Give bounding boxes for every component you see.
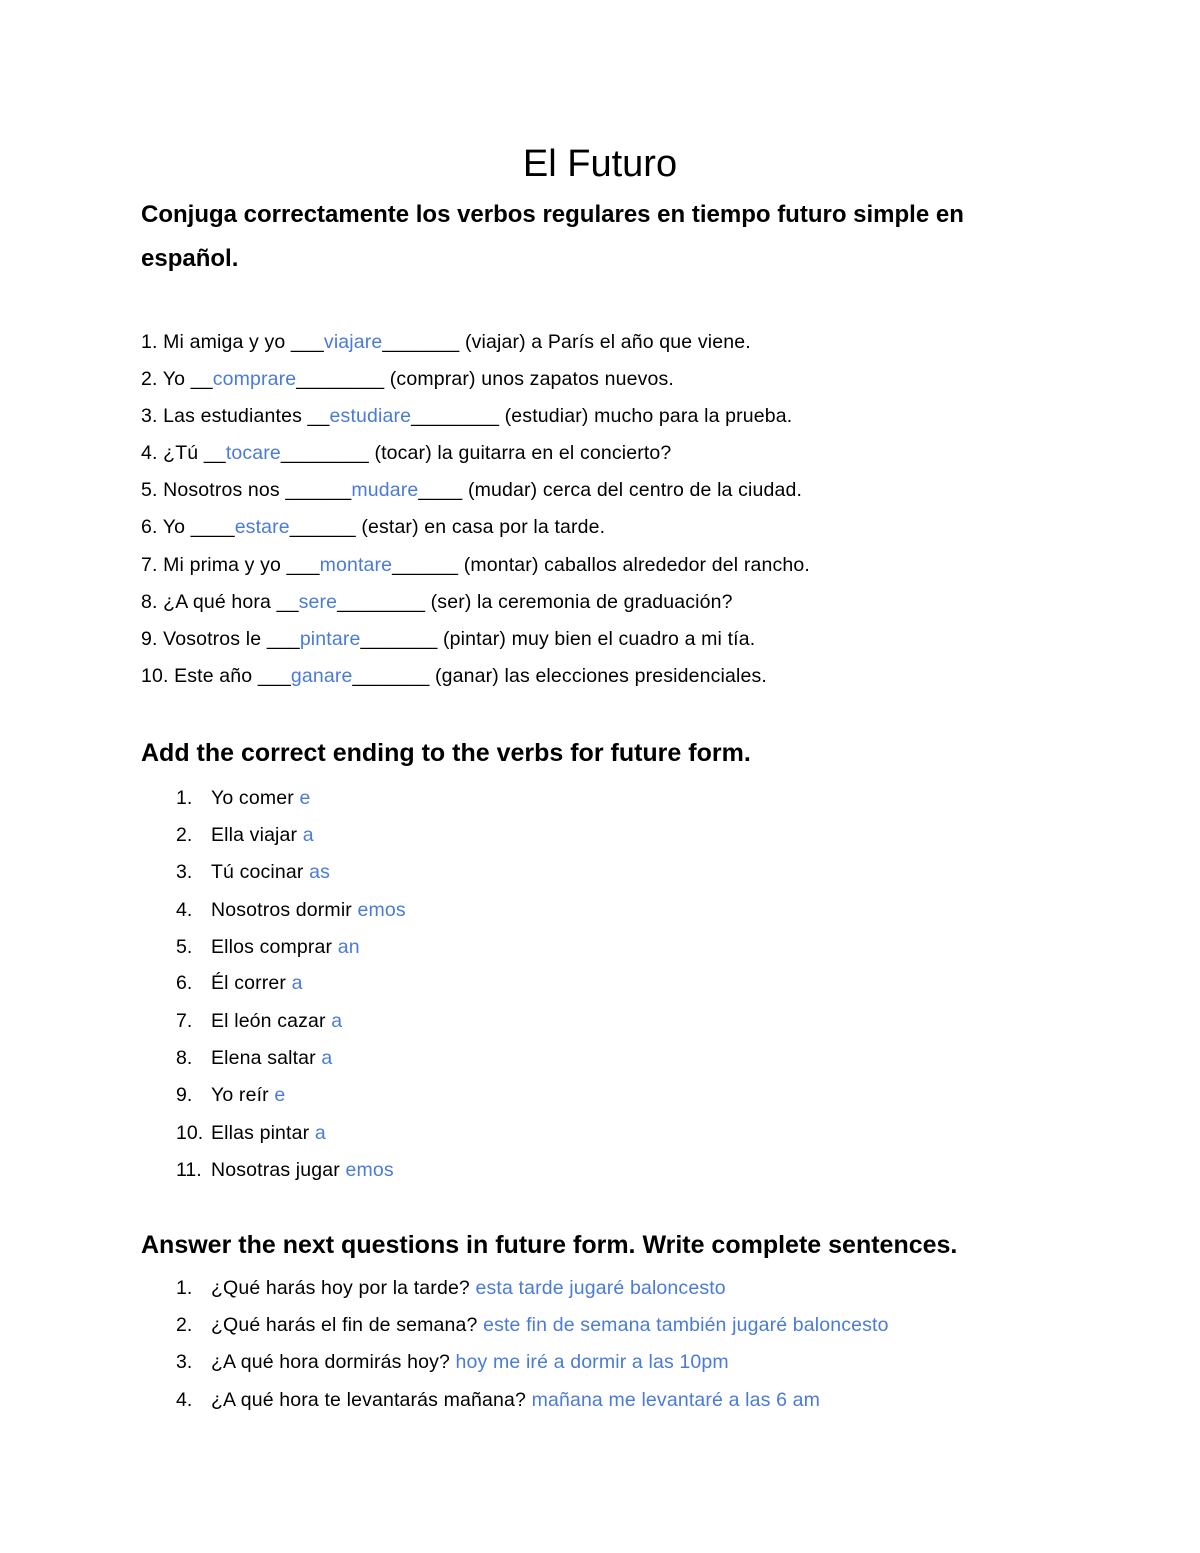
list-item: Elena saltar a [211, 1047, 333, 1069]
list-item: Él correr a [211, 972, 303, 994]
list-item: Nosotras jugar emos [211, 1159, 394, 1181]
exercise-row: 10. Este año ___ganare_______ (ganar) las elecciones presidenciales. [141, 665, 767, 687]
list-number: 11. [176, 1159, 202, 1181]
exercise-row: 1. Mi amiga y yo ___viajare_______ (viajar) a París el año que viene. [141, 331, 751, 353]
section3-heading: Answer the next questions in future form. Write complete sentences. [141, 1231, 958, 1259]
answer-text: mudare [351, 479, 419, 501]
answer-text: montare [319, 554, 393, 576]
list-number: 8. [176, 1047, 193, 1069]
list-number: 6. [176, 972, 193, 994]
answer-text: emos [345, 1159, 394, 1181]
answer-text: hoy me iré a dormir a las 10pm [455, 1351, 729, 1373]
exercise-row: 2. Yo __comprare________ (comprar) unos zapatos nuevos. [141, 368, 674, 390]
answer-text: comprare [212, 368, 297, 390]
answer-text: a [321, 1047, 333, 1069]
list-item: Ella viajar a [211, 824, 314, 846]
section1-instruction: Conjuga correctamente los verbos regulares en tiempo futuro simple en español. [141, 201, 964, 272]
answer-text: emos [357, 899, 406, 921]
answer-text: mañana me levantaré a las 6 am [531, 1389, 821, 1411]
list-item: Yo comer e [211, 787, 311, 809]
answer-text: as [309, 861, 331, 883]
answer-text: e [274, 1084, 286, 1106]
list-item: Tú cocinar as [211, 861, 331, 883]
answer-text: a [314, 1122, 326, 1144]
answer-text: an [337, 936, 360, 958]
exercise-row: 7. Mi prima y yo ___montare______ (montar) caballos alrededor del rancho. [141, 554, 810, 576]
answer-text: a [291, 972, 303, 994]
list-item: El león cazar a [211, 1010, 343, 1032]
answer-text: sere [298, 591, 338, 613]
exercise-row: 9. Vosotros le ___pintare_______ (pintar) muy bien el cuadro a mi tía. [141, 628, 756, 650]
list-number: 3. [176, 1351, 193, 1373]
list-number: 7. [176, 1010, 193, 1032]
answer-text: estare [234, 516, 290, 538]
question-item: ¿Qué harás hoy por la tarde? esta tarde jugaré baloncesto [211, 1277, 726, 1299]
list-number: 1. [176, 787, 193, 809]
answer-text: viajare [323, 331, 383, 353]
exercise-row: 4. ¿Tú __tocare________ (tocar) la guitarra en el concierto? [141, 442, 672, 464]
list-number: 2. [176, 824, 193, 846]
answer-text: pintare [299, 628, 361, 650]
answer-text: e [299, 787, 311, 809]
answer-text: estudiare [329, 405, 412, 427]
answer-text: ganare [290, 665, 353, 687]
answer-text: este fin de semana también jugaré baloncesto [483, 1314, 889, 1336]
list-number: 10. [176, 1122, 204, 1144]
answer-text: a [302, 824, 314, 846]
section2-heading: Add the correct ending to the verbs for future form. [141, 739, 751, 767]
list-number: 3. [176, 861, 193, 883]
page-title: El Futuro [522, 143, 678, 185]
question-item: ¿Qué harás el fin de semana? este fin de semana también jugaré baloncesto [211, 1314, 889, 1336]
answer-text: tocare [225, 442, 281, 464]
list-item: Nosotros dormir emos [211, 899, 406, 921]
exercise-row: 5. Nosotros nos ______mudare____ (mudar) cerca del centro de la ciudad. [141, 479, 803, 501]
question-item: ¿A qué hora te levantarás mañana? mañana me levantaré a las 6 am [211, 1389, 821, 1411]
exercise-row: 6. Yo ____estare______ (estar) en casa por la tarde. [141, 516, 606, 538]
list-number: 1. [176, 1277, 193, 1299]
list-number: 4. [176, 1389, 193, 1411]
list-item: Ellas pintar a [211, 1122, 326, 1144]
answer-text: esta tarde jugaré baloncesto [475, 1277, 726, 1299]
list-number: 4. [176, 899, 193, 921]
list-number: 9. [176, 1084, 193, 1106]
list-item: Yo reír e [211, 1084, 286, 1106]
exercise-row: 3. Las estudiantes __estudiare________ (estudiar) mucho para la prueba. [141, 405, 793, 427]
list-item: Ellos comprar an [211, 936, 360, 958]
list-number: 2. [176, 1314, 193, 1336]
list-number: 5. [176, 936, 193, 958]
question-item: ¿A qué hora dormirás hoy? hoy me iré a dormir a las 10pm [211, 1351, 729, 1373]
answer-text: a [331, 1010, 343, 1032]
exercise-row: 8. ¿A qué hora __sere________ (ser) la ceremonia de graduación? [141, 591, 733, 613]
